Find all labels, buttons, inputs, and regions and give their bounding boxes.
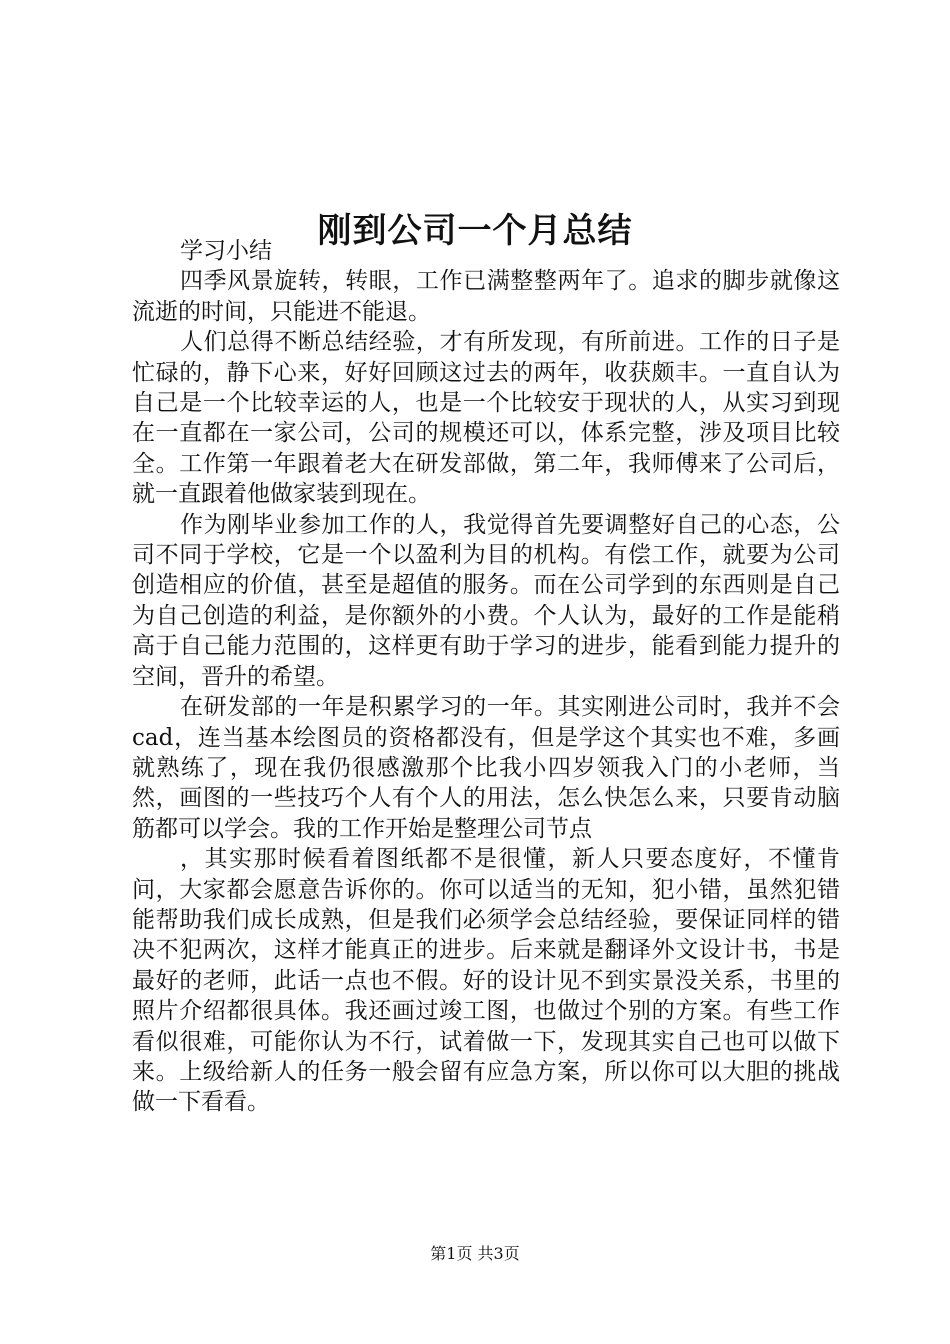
paragraph: 四季风景旋转，转眼，工作已满整整两年了。追求的脚步就像这流逝的时间，只能进不能退。 bbox=[132, 268, 840, 325]
paragraph: 在研发部的一年是积累学习的一年。其实刚进公司时，我并不会cad，连当基本绘图员的资格都没有，但是学这个其实也不难，多画就熟练了，现在我仍很感激那个比我小四岁领我入门的小老师，当然，画图的一些技巧个人有个人的用法，怎么快怎么来，只要肯动脑筋都可以学会。我的工作开始是整理公司节点 bbox=[132, 694, 840, 842]
page-number-footer: 第1页 共3页 bbox=[430, 1244, 520, 1263]
paragraph: 人们总得不断总结经验，才有所发现，有所前进。工作的日子是忙碌的，静下心来，好好回顾这过去的两年，收获颇丰。一直自认为自己是一个比较幸运的人，也是一个比较安于现状的人，从实习到现在一直都在一家公司，公司的规模还可以，体系完整，涉及项目比较全。工作第一年跟着老大在研发部做，第二年，我师傅来了公司后，就一直跟着他做家装到现在。 bbox=[132, 329, 840, 508]
paragraph: ，其实那时候看着图纸都不是很懂，新人只要态度好，不懂肯问，大家都会愿意告诉你的。你可以适当的无知，犯小错，虽然犯错能帮助我们成长成熟，但是我们必须学会总结经验，要保证同样的错决不犯两次，这样才能真正的进步。后来就是翻译外文设计书，书是最好的老师，此话一点也不假。好的设计见不到实景没关系，书里的照片介绍都很具体。我还画过竣工图，也做过个别的方案。有些工作看似很难，可能你认为不行，试着做一下，发现其实自己也可以做下来。上级给新人的任务一般会留有应急方案，所以你可以大胆的挑战做一下看看。 bbox=[132, 846, 840, 1116]
document-title: 刚到公司一个月总结 bbox=[317, 210, 633, 251]
paragraph: 作为刚毕业参加工作的人，我觉得首先要调整好自己的心态，公司不同于学校，它是一个以盈利为目的机构。有偿工作，就要为公司创造相应的价值，甚至是超值的服务。而在公司学到的东西则是自己为自己创造的利益，是你额外的小费。个人认为，最好的工作是能稍高于自己能力范围的，这样更有助于学习的进步，能看到能力提升的空间，晋升的希望。 bbox=[132, 511, 840, 690]
document-body bbox=[132, 236, 840, 1118]
section-heading: 学习小结 bbox=[180, 238, 272, 264]
